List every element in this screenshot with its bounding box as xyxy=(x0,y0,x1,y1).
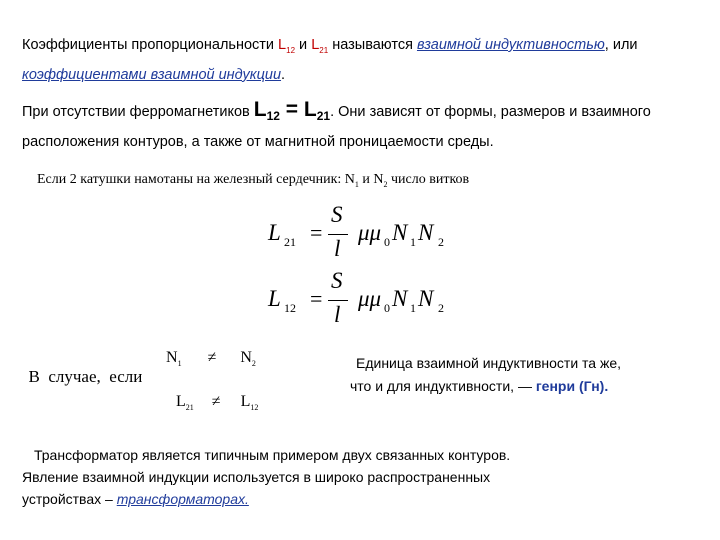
text: Коэффициенты пропорциональности xyxy=(22,37,279,53)
formula-denominator: l xyxy=(334,236,341,261)
formula-L-sub: 21 xyxy=(284,235,296,249)
formula-numerator: S xyxy=(331,268,343,293)
transformer-line-1: Трансформатор является типичным примером двух связанных контуров. xyxy=(34,447,511,463)
text: и xyxy=(295,37,312,53)
formula-L12 xyxy=(268,266,468,336)
formula-numerator: S xyxy=(331,202,343,227)
formula-mu: μμ xyxy=(358,220,382,245)
formula-N2: N xyxy=(418,286,434,311)
paragraph-coefficients xyxy=(22,33,712,87)
formula-equals: = xyxy=(310,220,323,245)
formula-mu-sub: 0 xyxy=(384,235,390,249)
symbol-L21: $L_{21}$ xyxy=(311,37,329,55)
henry-unit: генри (Гн). xyxy=(535,378,609,394)
link-mutual-inductance[interactable]: взаимной индуктивностью xyxy=(416,37,605,53)
fraction-bar xyxy=(328,300,348,301)
symbol-L12: $L_{12}$ xyxy=(278,37,296,55)
formula-N1-sub: 1 xyxy=(410,235,416,249)
unit-line-2: что и для индуктивности, — генри (Гн). xyxy=(350,378,609,394)
formula-N2-sub: 2 xyxy=(438,235,444,249)
transformer-line-3: устройствах – трансформаторах. xyxy=(22,491,249,507)
text: . xyxy=(281,66,286,83)
text: , или xyxy=(604,37,638,53)
formula-equals: = xyxy=(310,286,323,311)
formula-N1: N xyxy=(392,286,408,311)
link-transformers[interactable]: трансформаторах. xyxy=(116,491,249,507)
text: . Они зависят от формы, размеров и взаимного расположения контуров, а также от магнитной проницаемости среды. xyxy=(22,104,651,150)
inequality-L: $L_{21} \ne L_{12}$ xyxy=(176,393,259,413)
formula-L21 xyxy=(268,200,468,270)
inequality-N: $N_1 \ne N_2$ xyxy=(166,349,256,369)
formula-denominator: l xyxy=(334,302,341,327)
formula-L: L xyxy=(268,286,281,311)
paragraph-no-ferromagnets xyxy=(22,97,712,155)
formula-N1: N xyxy=(392,220,408,245)
equation-L12-L21: $L_{12} = L_{21}$ xyxy=(253,98,331,123)
paragraph-iron-core: Если 2 катушки намотаны на железный сердечник: $N_1$ и $N_2$ число витков xyxy=(37,172,470,189)
unit-line-1: Единица взаимной индуктивности та же, xyxy=(356,355,622,371)
unit-note xyxy=(350,352,710,398)
fraction-bar xyxy=(328,234,348,235)
text: При отсутствии ферромагнетиков xyxy=(22,104,254,120)
link-mutual-induction-coefficients[interactable]: коэффициентами взаимной индукции xyxy=(22,66,282,83)
text: называются xyxy=(328,37,417,53)
transformer-line-2: Явление взаимной индукции используется в широко распространенных xyxy=(22,469,491,485)
formula-N2: N xyxy=(418,220,434,245)
formula-mu-sub: 0 xyxy=(384,301,390,315)
formula-mu: μμ xyxy=(358,286,382,311)
paragraph-transformer xyxy=(22,444,712,510)
formula-N2-sub: 2 xyxy=(438,301,444,315)
case-label: В случае, если xyxy=(28,367,143,386)
case-condition xyxy=(20,347,142,387)
formula-L-sub: 12 xyxy=(284,301,296,315)
formula-N1-sub: 1 xyxy=(410,301,416,315)
formula-L: L xyxy=(268,220,281,245)
